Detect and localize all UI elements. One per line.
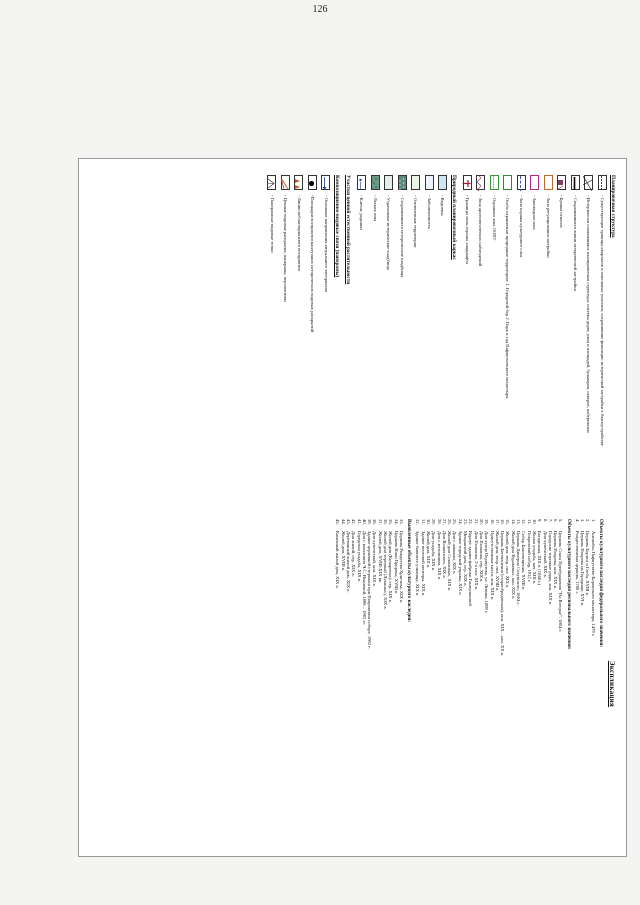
object-number: 9.	[537, 519, 543, 523]
object-label: Городская усадьба, XIX в.	[356, 531, 362, 583]
legend-row	[383, 175, 394, 510]
legend-row-label: - Сохранившиеся линии исторической застройки	[572, 195, 578, 291]
object-number: 34.	[393, 519, 399, 525]
legend-row-label: - Панорамные видовые точки	[269, 195, 275, 253]
object-number: 12.	[521, 519, 527, 525]
object-list-item	[335, 519, 340, 849]
object-label: Церковь Рождества Христова, XIX в.	[398, 531, 404, 604]
object-label: Деревянный жилой дом, XIX в.	[345, 531, 351, 593]
legend-row	[410, 175, 421, 510]
legend-row-label: - Ценные видовые раскрытия, панорамы, перспективы	[283, 195, 289, 302]
object-number: 2.	[585, 519, 591, 523]
object-list-item	[532, 519, 537, 849]
legend-row	[424, 175, 435, 510]
object-number: 45.	[335, 519, 341, 525]
object-list	[335, 519, 404, 849]
object-list-item	[505, 519, 510, 849]
object-label: Церковь Бориса и Глеба, XVIII в.	[585, 531, 591, 596]
legend-row	[320, 175, 331, 510]
street-network-icon	[584, 175, 593, 190]
object-number: 43.	[345, 519, 351, 525]
object-list-item	[399, 519, 404, 849]
legend-section-title: Природный планировочный каркас	[450, 175, 457, 260]
object-number: 29.	[431, 519, 437, 525]
object-number: 4.	[574, 519, 580, 523]
object-label: Богадельня, XIX в. (1848 г.)	[537, 531, 543, 586]
legend-row	[437, 175, 448, 510]
object-number: 37.	[377, 519, 383, 525]
legend-row-label: - Заповедная зона	[532, 195, 538, 230]
object-number: 41.	[356, 519, 362, 525]
legend-row	[489, 175, 500, 510]
legend-row	[502, 175, 513, 510]
boundary-line-icon	[598, 175, 607, 190]
object-label: Каменный жилой дом, XIX в.	[335, 531, 341, 589]
object-number: 3.	[580, 519, 586, 523]
object-list	[415, 519, 563, 849]
object-list-item	[452, 519, 457, 849]
object-number: 6.	[553, 519, 559, 523]
legend-row	[516, 175, 527, 510]
view-direction-icon	[321, 175, 330, 190]
natural-territory-icon	[503, 175, 512, 190]
object-list-item	[548, 519, 553, 849]
legend-row	[556, 175, 567, 510]
object-list-item	[442, 519, 447, 849]
legend-row	[266, 175, 277, 510]
object-label: Рождественская церковь, 1708 г.	[574, 531, 580, 594]
object-list-item	[415, 519, 420, 849]
object-label: Здание городской управы, XIX в.	[457, 531, 463, 596]
object-label: Церковь Ильи Пророка, XVIII в.	[393, 531, 399, 595]
object-label: Дом жилой, сер. XIX в.	[351, 531, 357, 577]
object-label: Жилой дом, XVIII в.	[340, 531, 346, 572]
object-number: 36.	[383, 519, 388, 525]
object-list-item	[580, 519, 585, 849]
object-list-item	[542, 519, 547, 849]
rotated-content	[79, 159, 626, 856]
legend-row-label: - Границы зоны охраны ландшафта	[464, 195, 470, 265]
page-number: 126	[312, 4, 328, 15]
water-icon	[438, 175, 447, 190]
object-number: 18.	[489, 519, 495, 525]
object-label: Присутственные места, кон. XIX в.	[489, 531, 495, 601]
object-label: Жилой дом торговый (Лукиных), XIX в.	[383, 531, 388, 610]
legend-row-label: - Охранная зона ООПТ	[491, 195, 497, 241]
legend-section-title: Участки ценной естественной растительности	[345, 175, 352, 285]
legend-section-title: Композиционно-видовые связи (панорамы)	[333, 175, 340, 278]
valuable-view-icon	[281, 175, 290, 190]
object-number: 38.	[372, 519, 378, 525]
object-number: 21.	[473, 519, 479, 525]
landscape-boundary-icon	[463, 175, 472, 190]
object-label: Корпус здания фабрики Ганнушкиной	[468, 531, 474, 606]
legend-row-label: - Ключи, родники	[359, 195, 365, 230]
legend-row-label: - Основные направления визуального восприятия	[323, 195, 329, 293]
object-number: 26.	[447, 519, 453, 525]
object-list-item	[591, 519, 596, 849]
object-label: Дом-усадьба, XIX в.	[431, 531, 437, 571]
object-list-item	[537, 519, 542, 849]
object-list-item	[521, 519, 526, 849]
spring-icon	[357, 175, 366, 190]
legend-row-label: - Бровка откосов	[559, 195, 565, 228]
object-list-item	[510, 519, 515, 849]
object-number: 24.	[457, 519, 463, 525]
object-list-item	[367, 519, 372, 849]
legend-row	[583, 175, 594, 510]
object-list-item	[484, 519, 489, 849]
object-list-item	[447, 519, 452, 849]
legend-row-label: - Сохранившиеся исторические кладбища	[399, 195, 405, 278]
cultural-layer-icon	[517, 175, 526, 190]
object-number: 42.	[351, 519, 357, 525]
forest-icon	[371, 175, 380, 190]
wetland-icon	[425, 175, 434, 190]
view-point-icon	[308, 175, 317, 190]
cemetery-icon	[398, 175, 407, 190]
object-list-item	[468, 519, 473, 849]
object-number: 7.	[547, 519, 553, 523]
protected-zone-icon	[530, 175, 539, 190]
legend-row	[356, 175, 367, 510]
object-number: 15.	[505, 519, 511, 525]
object-list-item	[383, 519, 388, 849]
regulation-zone-icon	[544, 175, 553, 190]
object-list-item	[388, 519, 393, 849]
object-number: 40.	[361, 519, 367, 525]
object-number: 5.	[558, 519, 564, 523]
object-label: Дом с лавками, XIX в.	[452, 531, 458, 575]
legend-row	[529, 175, 540, 510]
legend-row	[597, 175, 608, 510]
object-list-item	[489, 519, 494, 849]
legend-row	[280, 175, 291, 510]
object-list-item	[372, 519, 377, 849]
legend-row-label: - Зона регулирования застройки	[545, 195, 551, 258]
object-list-item	[516, 519, 521, 849]
object-list-item	[558, 519, 563, 849]
legend-row-label: - Озелененные территории	[413, 195, 419, 248]
object-list-item	[585, 519, 590, 849]
object-number: 23.	[463, 519, 469, 525]
object-number: 11.	[526, 519, 532, 525]
object-list-item	[479, 519, 484, 849]
object-label: Жилая усадьба, нач. XIX в.	[531, 531, 537, 585]
archaeology-zone-icon	[476, 175, 485, 190]
object-list-item	[351, 519, 356, 849]
legend-row	[475, 175, 486, 510]
object-label: Дом Волконских, XIX в.	[441, 531, 447, 579]
object-list-item	[526, 519, 531, 849]
object-label: Жилой дом, втор. пол. XVIII в.	[494, 531, 500, 592]
object-list-item	[340, 519, 345, 849]
object-number: 28.	[436, 519, 442, 525]
object-label: Дом купеческий, XIX в.	[542, 531, 548, 578]
object-label: Мещанский дом, сер. XIX в.	[463, 531, 469, 587]
object-label: Жилой дом (Козыревых), сер. XIX в.	[388, 531, 394, 604]
legend-row-label: - Исторически сложившаяся планировочная структура: система дорог, улиц и площадей, бульваров, скверов, набережных	[586, 195, 592, 434]
object-number: 22.	[468, 519, 474, 525]
lost-cemetery-icon	[384, 175, 393, 190]
object-list-item	[463, 519, 468, 849]
object-label: Дом Полякова, 2-я пол. XIX в.	[473, 531, 479, 591]
object-label: Здание бывшего училища, XIX в.	[415, 531, 421, 597]
object-label: Жилой дом Кураковых, кон. XIX в.	[510, 531, 516, 600]
object-label: Покровский собор, 1912 г.	[526, 531, 532, 583]
object-label: Дом Полякова, сер. XIX в.	[478, 531, 484, 583]
object-number: 32.	[415, 519, 421, 525]
object-number: 19.	[484, 519, 490, 525]
object-list-item	[420, 519, 425, 849]
legend-row-label: - Заболоченность	[426, 195, 432, 229]
object-label: Собор Благовещения, XVIII в.	[521, 531, 527, 591]
greenery-icon	[411, 175, 420, 190]
object-number: 35.	[388, 519, 394, 525]
legend-row-label: - Существующие границы кварталов и земельных участков, сохранившие фиксацию исторической застройки в благоустройстве	[599, 195, 605, 446]
object-number: 8.	[542, 519, 548, 523]
oopt-zone-icon	[490, 175, 499, 190]
objects-column	[89, 519, 616, 849]
legend-row-label: - Утраченные исторические кладбища	[386, 195, 392, 270]
object-number: 39.	[367, 519, 373, 525]
object-number: 30.	[425, 519, 431, 525]
object-label: Здание почтовой конторы, XIX в.	[420, 531, 426, 597]
object-number: 1.	[590, 519, 596, 523]
legend-row	[397, 175, 408, 510]
legend-column	[89, 175, 616, 510]
object-list-item	[500, 519, 505, 849]
object-group-title: Объекты культурного наследия федерального значения:	[598, 519, 603, 647]
object-number: 25.	[452, 519, 458, 525]
object-list-item	[431, 519, 436, 849]
object-label: Дом купеческий, кон. XIX в.	[372, 531, 378, 587]
legend-row-label: - Линии неблагоприятного восприятия	[296, 195, 302, 271]
object-label: Дом купца Першутова, ул. Ленина, 1899 г.	[484, 531, 490, 614]
object-label: Церковь Богоявления (старообрядческая), кон. XIX – нач. XX в.	[500, 531, 506, 657]
legend-row-label: -Площадки восприятия наилучших исторических видовых раскрытий	[310, 195, 316, 333]
object-list-item	[362, 519, 367, 849]
unfavorable-view-icon	[294, 175, 303, 190]
object-label: Жилой дом Соколовых, XIX в.	[447, 531, 453, 592]
object-label: Церковь Покрова на Городище, XVI в.	[580, 531, 586, 607]
object-list-item	[553, 519, 558, 849]
legend-section-title: Планировочная структура	[610, 175, 616, 238]
object-label: Жилой дом, XIX в.	[425, 531, 431, 569]
legend-sheet	[78, 158, 627, 857]
building-line-icon	[571, 175, 580, 190]
legend-row	[570, 175, 581, 510]
object-label: Жилой дом, втор. пол. XIX в.	[505, 531, 511, 589]
object-number: 14.	[510, 519, 516, 525]
legend-row	[307, 175, 318, 510]
legend-row-label: - Зона археологических наблюдений	[478, 195, 484, 267]
object-list-item	[346, 519, 351, 849]
object-list-item	[356, 519, 361, 849]
object-list-item	[473, 519, 478, 849]
legend-row	[370, 175, 381, 510]
legend-row-label: - Особо охраняемые природные территории: 1. Городской бор 2. Парк и сад Пафнутьевского монастыря	[505, 195, 511, 399]
object-label: Здание церковной сторожки при Покровском соборе, 1902 г.	[367, 531, 373, 649]
panorama-point-icon	[267, 175, 276, 190]
object-number: 17.	[494, 519, 500, 525]
object-list-item	[393, 519, 398, 849]
object-number: 13.	[516, 519, 522, 525]
object-group-title: Объекты культурного наследия регионального значения:	[565, 519, 571, 650]
object-label: Церковь Дмитрия Солунского, 1804 г.	[516, 531, 522, 605]
legend-row	[293, 175, 304, 510]
explication-title: Экспликация	[608, 660, 616, 708]
object-list-item	[457, 519, 462, 849]
object-number: 20.	[478, 519, 484, 525]
object-number: 31.	[420, 519, 426, 525]
legend-row-label: - Зона охраны культурного слоя	[518, 195, 524, 258]
object-number: 44.	[340, 519, 346, 525]
object-label: Жилой дом, XVIII-XIX вв.	[377, 531, 383, 584]
object-group-title: Выявленные объекты культурного наследия:	[406, 519, 412, 622]
object-number: 33.	[398, 519, 404, 525]
legend-row-label: - Водоемы	[440, 195, 446, 216]
object-label: Ансамбль Пафнутьево-Боровского монастыря, 1479 г.	[590, 531, 596, 637]
object-label: Церковь Спаса Преображения "На Взгорье", 1804 г.	[558, 531, 564, 632]
object-label: Дом с мезонином, XIX в.	[436, 531, 442, 581]
legend-row-label: - Лесная зона	[372, 195, 378, 222]
object-list-item	[575, 519, 580, 849]
lost-object-icon	[557, 175, 566, 190]
object-list-item	[436, 519, 441, 849]
object-list-item	[377, 519, 382, 849]
legend-row	[543, 175, 554, 510]
legend-row	[462, 175, 473, 510]
object-label: Церковь Покрова, кон. XIX в.	[553, 531, 559, 589]
object-number: 27.	[441, 519, 447, 525]
object-number: 16.	[500, 519, 506, 525]
object-number: 10.	[531, 519, 537, 525]
object-list-item	[495, 519, 500, 849]
object-list	[575, 519, 596, 849]
object-label: Городские торговые ряды, кон. XIX в.	[547, 531, 553, 606]
object-label: Дом с магазином Ч.С. Ивановой, 1898 – 1902 гг.	[361, 531, 367, 625]
